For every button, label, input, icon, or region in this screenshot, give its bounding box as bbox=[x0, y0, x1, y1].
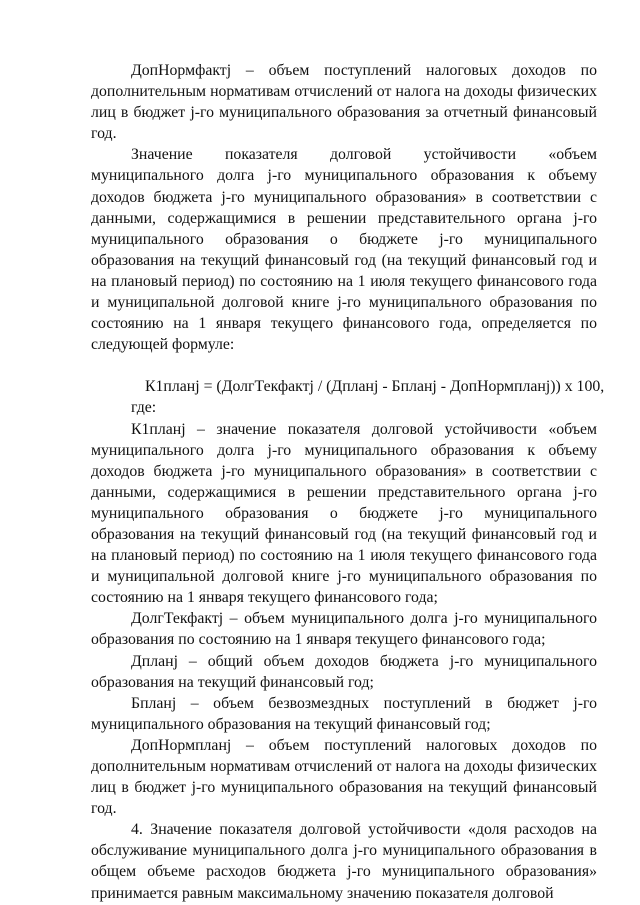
definition-dopnormplan: ДопНормпланj – объем поступлений налоговых доходов по дополнительным нормативам отчислений от налога на доходы физических лиц в бюджет j-го муниципального образования на текущий финансовый год. bbox=[91, 736, 597, 818]
indicator-description-paragraph: Значение показателя долговой устойчивости «объем муниципального долга j-го муниципального образования к объему доходов бюджета j-го муниципального образования» в соответствии с данными, содержащимися в решении представительного органа j-го муниципального образования о бюджете j-го муниципального образования на текущий финансовый год (на текущий финансовый год и на плановый период) по состоянию на 1 июля текущего финансового года и муниципальной долговой книге j-го муниципального образования по состоянию на 1 января текущего финансового года, определяется по следующей формуле: bbox=[91, 146, 597, 354]
definition-k1plan: К1планj – значение показателя долговой устойчивости «объем муниципального долга j-го муниципального образования к объему доходов бюджета j-го муниципального образования» в соответствии с данными, содержащимися в решении представительного органа j-го муниципального образования о бюджете j-го муниципального образования на текущий финансовый год (на текущий финансовый год и на плановый период) по состоянию на 1 июля текущего финансового года и муниципальной долговой книге j-го муниципального образования по состоянию на 1 января текущего финансового года; bbox=[91, 420, 597, 607]
definition-bplan: Бпланj – объем безвозмездных поступлений в бюджет j-го муниципального образования на текущий финансовый год; bbox=[91, 694, 597, 733]
formula-k1plan: К1планj = (ДолгТекфактj / (Дпланj - Бпланj - ДопНормпланj)) x 100, bbox=[145, 378, 605, 396]
definition-dolgtekfakt: ДолгТекфактj – объем муниципального долга j-го муниципального образования по состоянию на 1 января текущего финансового года; bbox=[91, 610, 597, 649]
spacer bbox=[91, 355, 597, 376]
definition-dplan: Дпланj – общий объем доходов бюджета j-го муниципального образования на текущий финансовый год; bbox=[91, 652, 597, 691]
document-page bbox=[91, 60, 605, 904]
where-label: где: bbox=[131, 399, 157, 417]
item-4-paragraph: 4. Значение показателя долговой устойчивости «доля расходов на обслуживание муниципального долга j-го муниципального образования в общем объеме расходов бюджета j-го муниципального образования» принимается равным максимальному значению показателя долговой bbox=[91, 821, 597, 902]
definition-dopnormfakt: ДопНормфактj – объем поступлений налоговых доходов по дополнительным нормативам отчислений от налога на доходы физических лиц в бюджет j-го муниципального образования за отчетный финансовый год. bbox=[91, 62, 597, 143]
